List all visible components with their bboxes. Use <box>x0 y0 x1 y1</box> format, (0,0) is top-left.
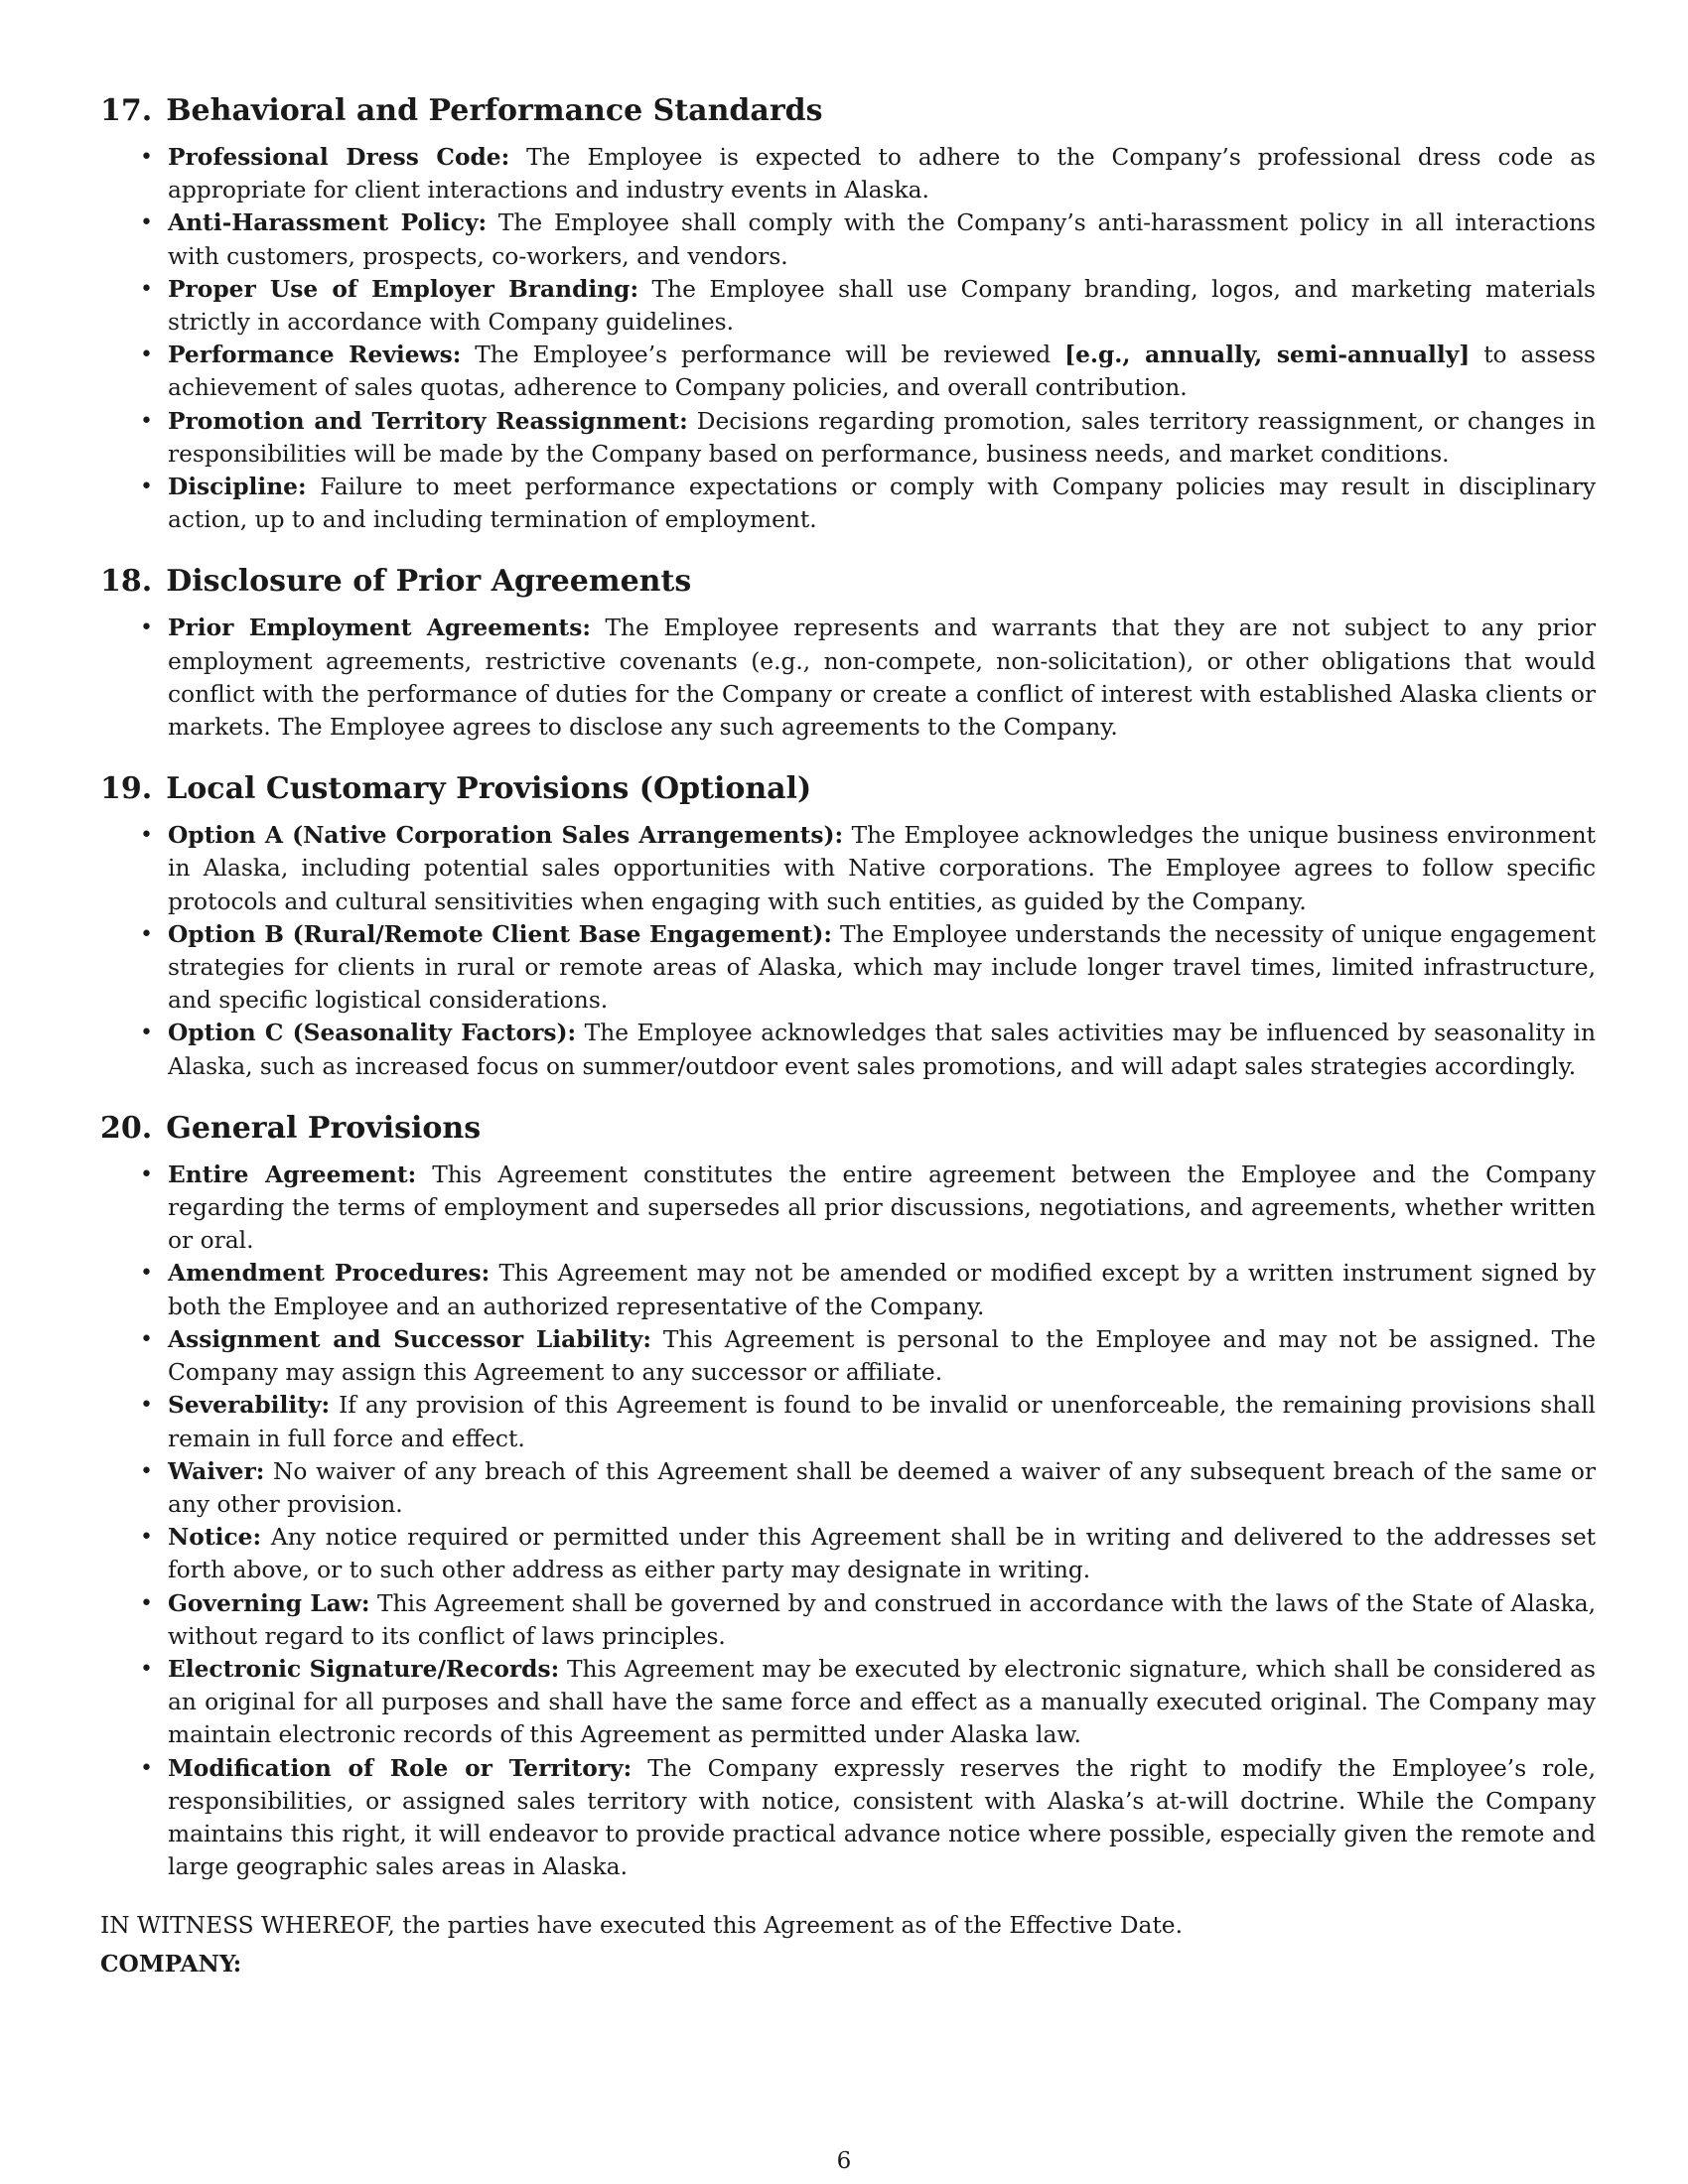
provision-text: The Employee shall use Company branding, logos, and marketing materials strictly in accordance with Company guidelines. <box>168 275 1596 337</box>
provision-label: Promotion and Territory Reassignment: <box>168 407 688 435</box>
list-item <box>100 612 1596 744</box>
provision-text: Decisions regarding promotion, sales territory reassignment, or changes in responsibilities will be made by the Company based on performance, business needs, and market conditions. <box>168 407 1596 468</box>
provision-label: Discipline: <box>168 474 307 501</box>
provision-text: Failure to meet performance expectations or comply with Company policies may result in disciplinary action, up to and including termination of employment. <box>168 474 1596 534</box>
provision-label: Option C (Seasonality Factors): <box>168 1020 577 1047</box>
list-item <box>100 1521 1596 1586</box>
provision-text-after: to assess achievement of sales quotas, adherence to Company policies, and overall contribution. <box>168 341 1597 402</box>
section-heading <box>100 91 1596 131</box>
provision-text: This Agreement shall be governed by and construed in accordance with the laws of the State of Alaska, without regard to its conflict of laws principles. <box>168 1589 1596 1650</box>
list-item <box>100 918 1596 1018</box>
list-item <box>100 1653 1596 1752</box>
provision-text: The Company expressly reserves the right to modify the Employee’s role, responsibilities, or assigned sales territory with notice, consistent with Alaska’s at-will doctrine. While the Company maintains this right, it will endeavor to provide practical advance notice where possible, especially given the remote and large geographic sales areas in Alaska. <box>168 1754 1596 1881</box>
list-item <box>100 1017 1596 1082</box>
provision-text: The Employee represents and warrants that they are not subject to any prior employment agreements, restrictive covenants (e.g., non-compete, non-solicitation), or other obligations that would conflict with the performance of duties for the Company or create a conflict of interest with established Alaska clients or markets. The Employee agrees to disclose any such agreements to the Company. <box>168 614 1596 742</box>
provision-label: Performance Reviews: <box>168 341 462 369</box>
section <box>100 1109 1596 1883</box>
list-item <box>100 1257 1596 1322</box>
provision-label: Electronic Signature/Records: <box>168 1655 560 1683</box>
section <box>100 562 1596 744</box>
page-number: 6 <box>836 2148 852 2174</box>
list-item <box>100 1455 1596 1521</box>
section-title: Local Customary Provisions (Optional) <box>166 771 812 807</box>
provision-text: If any provision of this Agreement is found to be invalid or unenforceable, the remaining provisions shall remain in full force and effect. <box>168 1392 1596 1452</box>
provision-label: Severability: <box>168 1392 331 1420</box>
section-title: Behavioral and Performance Standards <box>166 93 823 128</box>
list-item <box>100 1752 1596 1884</box>
provision-label: Notice: <box>168 1524 262 1552</box>
provision-text: This Agreement is personal to the Employee and may not be assigned. The Company may assign this Agreement to any successor or affiliate. <box>168 1325 1596 1387</box>
list-item <box>100 206 1596 272</box>
provision-label: Professional Dress Code: <box>168 144 510 171</box>
provision-label: Governing Law: <box>168 1589 370 1617</box>
section <box>100 91 1596 536</box>
provision-list <box>100 819 1596 1083</box>
section-number: 17. <box>100 93 153 128</box>
section-title: Disclosure of Prior Agreements <box>166 564 692 600</box>
provision-label: Waiver: <box>168 1457 265 1485</box>
provision-text: Any notice required or permitted under this Agreement shall be in writing and delivered to the addresses set forth above, or to such other address as either party may designate in writing. <box>168 1524 1596 1584</box>
provision-label: Option B (Rural/Remote Client Base Engagement): <box>168 920 833 948</box>
provision-list <box>100 612 1596 744</box>
provision-label: Prior Employment Agreements: <box>168 614 591 642</box>
provision-text: This Agreement constitutes the entire agreement between the Employee and the Company regarding the terms of employment and supersedes all prior discussions, negotiations, and agreements, whether written or oral. <box>168 1160 1596 1255</box>
document-page <box>100 91 1596 1980</box>
list-item <box>100 819 1596 918</box>
provision-text: The Employee acknowledges that sales activities may be influenced by seasonality in Alaska, such as increased focus on summer/outdoor event sales promotions, and will adapt sales strategies accordingly. <box>168 1020 1596 1080</box>
provision-text: The Employee shall comply with the Company’s anti-harassment policy in all interactions with customers, prospects, co-workers, and vendors. <box>168 209 1596 270</box>
section-heading <box>100 562 1596 602</box>
provision-label: Anti-Harassment Policy: <box>168 209 488 237</box>
provision-text: The Employee is expected to adhere to the Company’s professional dress code as appropriate for client interactions and industry events in Alaska. <box>168 144 1596 205</box>
placeholder-text: [e.g., annually, semi-annually] <box>1064 341 1471 369</box>
provision-label: Entire Agreement: <box>168 1160 417 1188</box>
list-item <box>100 1389 1596 1454</box>
list-item <box>100 339 1596 404</box>
section-heading <box>100 769 1596 809</box>
provision-label: Modification of Role or Territory: <box>168 1754 633 1782</box>
section-number: 18. <box>100 564 153 600</box>
provision-text: The Employee acknowledges the unique business environment in Alaska, including potential sales opportunities with Native corporations. The Employee agrees to follow specific protocols and cultural sensitivities when engaging with such entities, as guided by the Company. <box>168 822 1596 915</box>
provision-label: Option A (Native Corporation Sales Arrangements): <box>168 822 844 850</box>
provision-text: This Agreement may not be amended or modified except by a written instrument signed by both the Employee and an authorized representative of the Company. <box>168 1260 1597 1320</box>
witness-statement: IN WITNESS WHEREOF, the parties have executed this Agreement as of the Effective Date. <box>100 1912 1184 1940</box>
list-item <box>100 405 1596 471</box>
provision-label: Proper Use of Employer Branding: <box>168 275 639 303</box>
provision-text: The Employee understands the necessity of unique engagement strategies for clients in rural or remote areas of Alaska, which may include longer travel times, limited infrastructure, and specific logistical considerations. <box>168 920 1596 1015</box>
provision-text: No waiver of any breach of this Agreement shall be deemed a waiver of any subsequent breach of the same or any other provision. <box>168 1457 1596 1518</box>
provision-text: This Agreement may be executed by electronic signature, which shall be considered as an original for all purposes and shall have the same force and effect as a manually executed original. The Company may maintain electronic records of this Agreement as permitted under Alaska law. <box>168 1655 1596 1749</box>
list-item <box>100 1159 1596 1258</box>
list-item <box>100 1323 1596 1389</box>
section-number: 20. <box>100 1110 153 1146</box>
list-item <box>100 471 1596 536</box>
provision-list <box>100 141 1596 536</box>
provision-label: Assignment and Successor Liability: <box>168 1325 651 1353</box>
section-title: General Provisions <box>166 1110 482 1146</box>
section-number: 19. <box>100 771 153 807</box>
list-item <box>100 141 1596 206</box>
provision-text: The Employee’s performance will be reviewed <box>461 341 1065 369</box>
company-signature-label: COMPANY: <box>100 1951 242 1979</box>
section-heading <box>100 1109 1596 1149</box>
list-item <box>100 1587 1596 1653</box>
list-item <box>100 273 1596 339</box>
provision-list <box>100 1159 1596 1883</box>
sections-container <box>100 91 1596 1883</box>
section <box>100 769 1596 1083</box>
provision-label: Amendment Procedures: <box>168 1260 491 1288</box>
